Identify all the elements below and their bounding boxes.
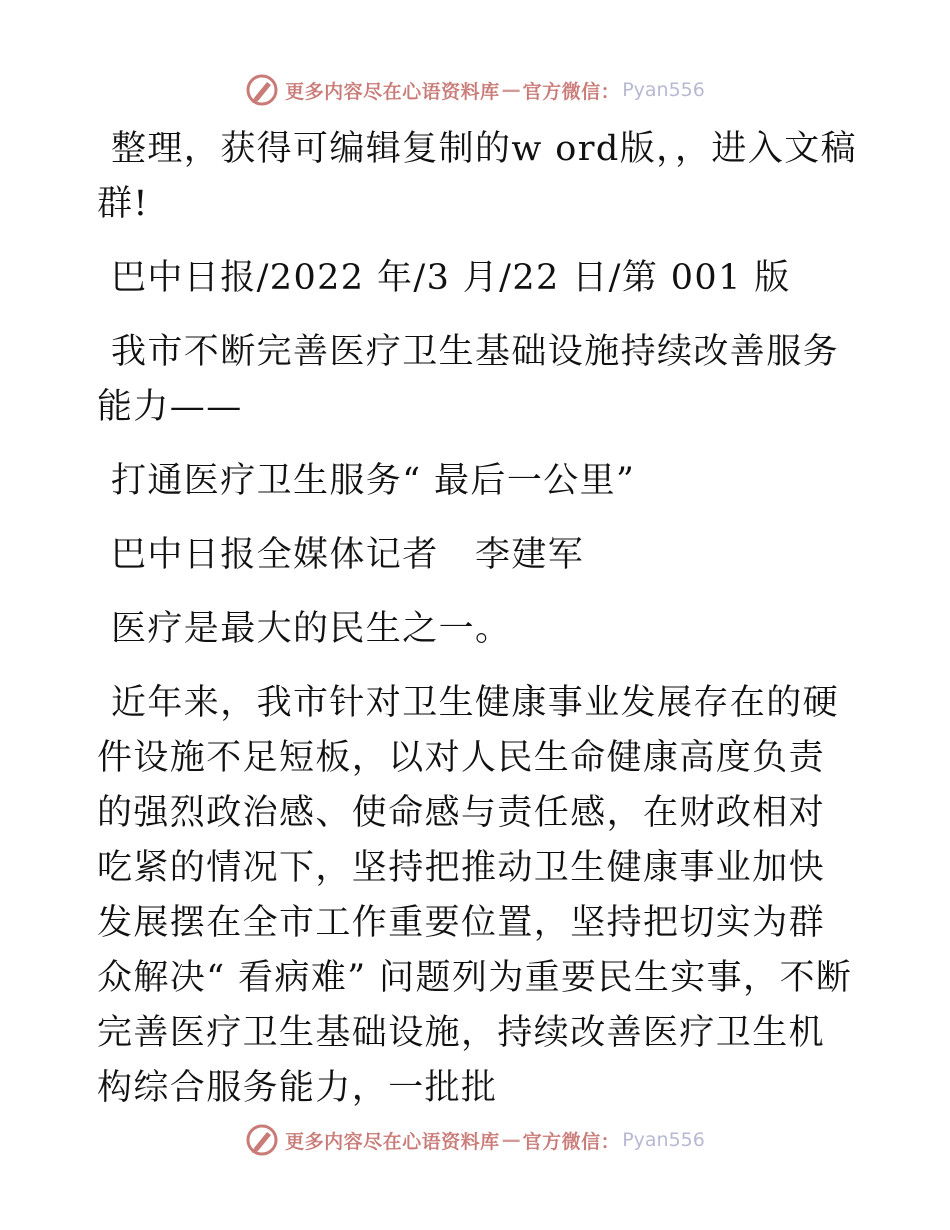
paragraph-headline: 我市不断完善医疗卫生基础设施持续改善服务能力—— [97,332,840,427]
watermark-official-text: 官方微信： [522,1130,621,1153]
watermark-site-text: 更多内容尽在心语资料库 [285,1130,500,1153]
watermark-footer [0,1122,950,1158]
paragraph-lead: 医疗是最大的民生之一。 [111,609,512,649]
paragraph-intro: 整理，获得可编辑复制的w ord版，，进入文稿群! [97,129,857,224]
watermark-official-text: 官方微信： [522,80,621,103]
watermark-site-text: 更多内容尽在心语资料库 [285,80,500,103]
paragraph-byline: 巴中日报全媒体记者 李建军 [111,535,585,575]
watermark-header [0,72,950,108]
paragraph-body: 近年来，我市针对卫生健康事业发展存在的硬件设施不足短板，以对人民生命健康高度负责的强烈政治感、使命感与责任感，在财政相对吃紧的情况下，坚持把推动卫生健康事业加快发展摆在全市工作重要位置，坚持把切实为群众解决“ 看病难” 问题列为重要民生实事，不断完善医疗卫生基础设施，持续改善医疗卫生机构综合服务能力，一批批 [97,683,853,1108]
document-body [97,122,857,1134]
watermark-separator: — [501,1129,521,1151]
watermark-wechat-id: Pyan556 [622,1129,705,1151]
watermark-separator: — [501,79,521,101]
watermark-wechat-id: Pyan556 [622,79,705,101]
pen-circle-logo-icon [245,1123,279,1157]
pen-circle-logo-icon [245,73,279,107]
paragraph-subheadline: 打通医疗卫生服务“ 最后一公里” [111,461,636,501]
paragraph-source-line: 巴中日报/2022 年/3 月/22 日/第 001 版 [111,258,791,298]
